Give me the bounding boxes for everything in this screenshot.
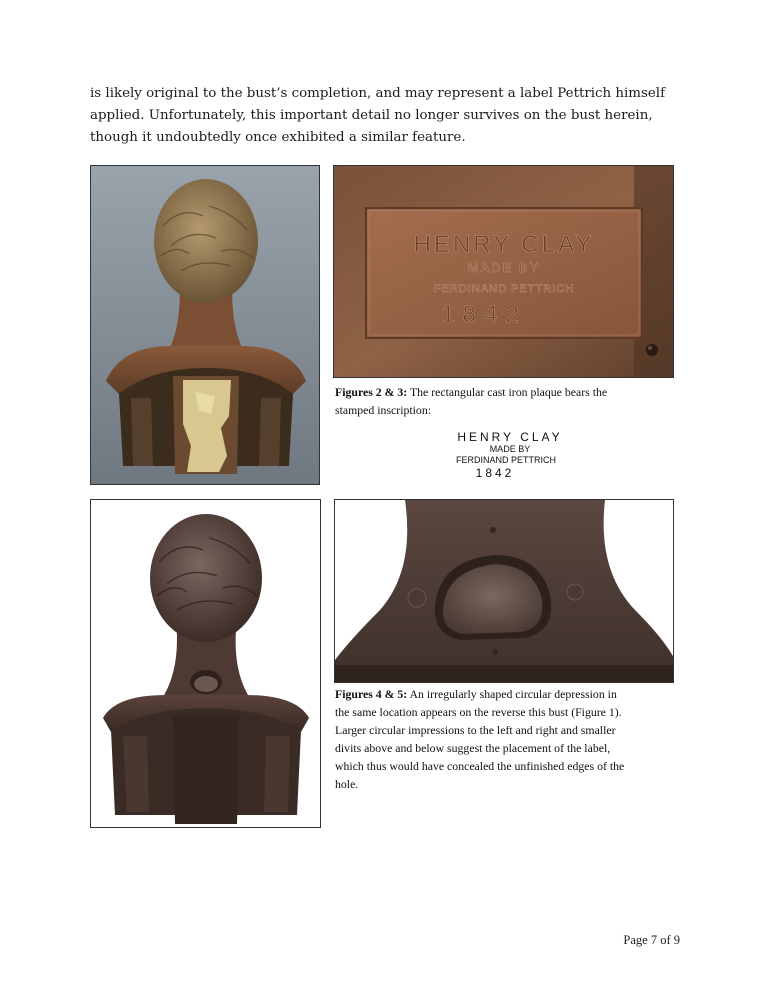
inscription-line-1: HENRY CLAY bbox=[457, 430, 563, 444]
figure-2-painted-bust-photo bbox=[90, 165, 320, 485]
figure-3-plaque-photo bbox=[333, 165, 674, 378]
figure-4-iron-bust-photo bbox=[90, 499, 321, 828]
inscription-line-2: MADE BY bbox=[489, 444, 531, 454]
caption-4-5-line-6: hole. bbox=[335, 777, 359, 791]
inscription-line-3: FERDINAND PETTRICH bbox=[455, 455, 556, 465]
caption-4-5-lead: Figures 4 & 5: bbox=[335, 687, 408, 701]
caption-figures-4-5 bbox=[335, 685, 680, 793]
inscription-line-4: 1842 bbox=[475, 466, 515, 480]
caption-4-5-line-3: Larger circular impressions to the left and right and smaller bbox=[335, 723, 616, 737]
plaque-line-1: HENRY CLAY bbox=[413, 231, 595, 258]
caption-4-5-line-1: An irregularly shaped circular depression in bbox=[407, 687, 617, 701]
intro-line-3: though it undoubtedly once exhibited a similar feature. bbox=[90, 130, 466, 145]
caption-2-3-lead: Figures 2 & 3: bbox=[335, 385, 408, 399]
caption-2-3-line-2: stamped inscription: bbox=[335, 403, 431, 417]
intro-line-1: is likely original to the bust’s completion, and may represent a label Pettrich himself bbox=[90, 86, 666, 101]
caption-2-3-line-1: The rectangular cast iron plaque bears the bbox=[407, 385, 608, 399]
plaque-line-3: FERDINAND PETTRICH bbox=[433, 283, 575, 295]
caption-figures-2-3 bbox=[335, 383, 680, 419]
intro-paragraph bbox=[90, 83, 690, 149]
caption-4-5-line-2: the same location appears on the reverse this bust (Figure 1). bbox=[335, 705, 622, 719]
page-number: Page 7 of 9 bbox=[623, 933, 680, 947]
caption-4-5-line-5: which thus would have concealed the unfinished edges of the bbox=[335, 759, 625, 773]
intro-line-2: applied. Unfortunately, this important detail no longer survives on the bust herein, bbox=[90, 108, 653, 123]
figure-5-depression-photo bbox=[334, 499, 674, 683]
inscription-transcription bbox=[410, 430, 610, 480]
caption-4-5-line-4: divits above and below suggest the placement of the label, bbox=[335, 741, 611, 755]
plaque-line-2: MADE BY bbox=[467, 260, 541, 275]
plaque-line-4: 1842 bbox=[441, 301, 527, 328]
